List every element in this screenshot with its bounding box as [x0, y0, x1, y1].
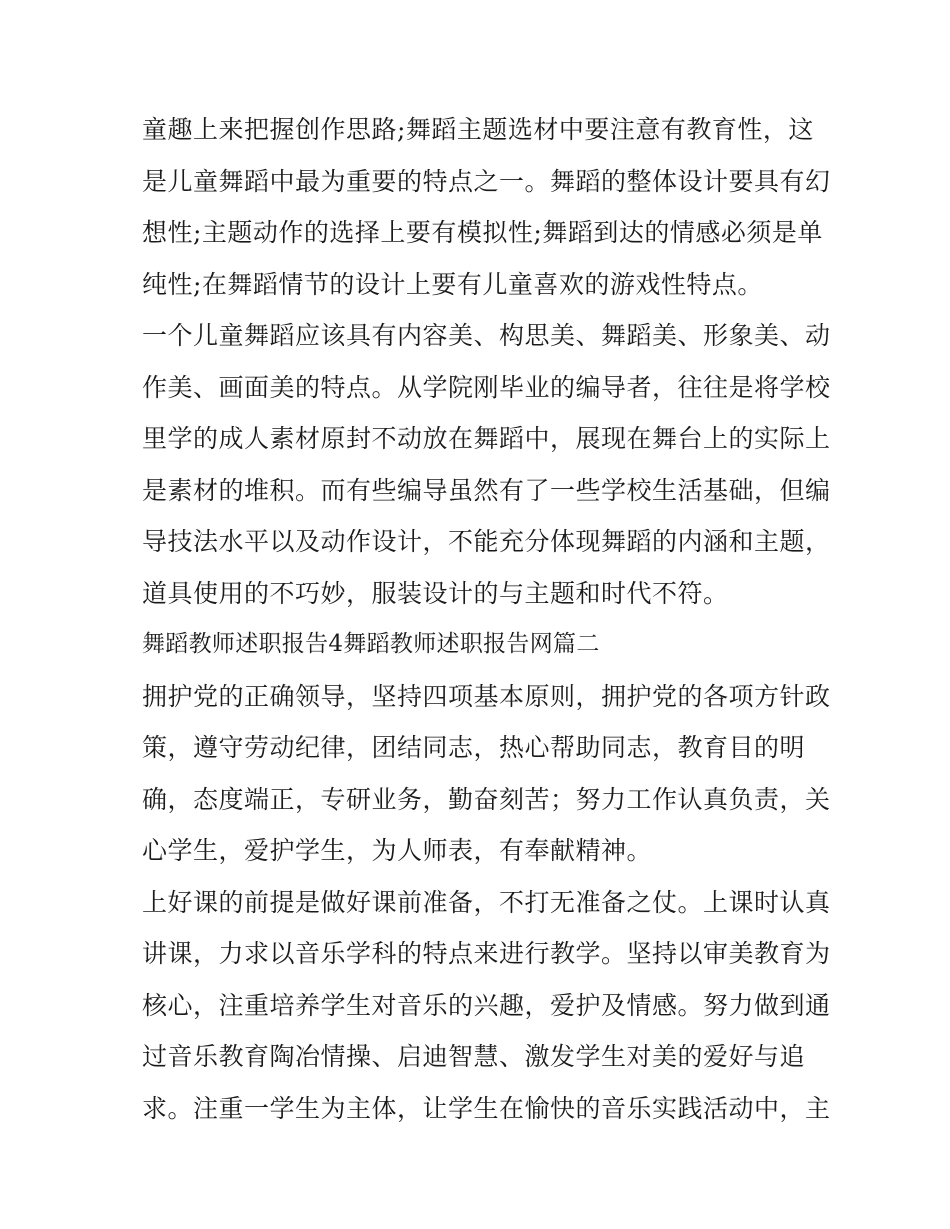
text-line: 导技法水平以及动作设计，不能充分体现舞蹈的内涵和主题， [142, 527, 831, 556]
text-line: 求。注重一学生为主体，让学生在愉快的音乐实践活动中，主 [142, 1093, 831, 1123]
text-line: 想性;主题动作的选择上要有模拟性;舞蹈到达的情感必须是单 [142, 218, 823, 247]
text-line: 确，态度端正，专研业务，勤奋刻苦；努力工作认真负责，关 [142, 784, 831, 814]
text-line: 是儿童舞蹈中最为重要的特点之一。舞蹈的整体设计要具有幻 [142, 166, 831, 196]
text-line: 核心，注重培养学生对音乐的兴趣，爱护及情感。努力做到通 [142, 990, 831, 1020]
text-line: 上好课的前提是做好课前准备，不打无准备之仗。上课时认真 [142, 887, 831, 917]
text-line: 作美、画面美的特点。从学院刚毕业的编导者，往往是将学校 [142, 372, 831, 402]
text-line: 拥护党的正确领导，坚持四项基本原则，拥护党的各项方针政 [142, 681, 831, 711]
text-line: 童趣上来把握创作思路;舞蹈主题选材中要注意有教育性，这 [142, 115, 814, 144]
section-heading: 舞蹈教师述职报告4舞蹈教师述职报告网篇二 [142, 631, 600, 657]
text-line: 一个儿童舞蹈应该具有内容美、构思美、舞蹈美、形象美、动 [142, 321, 831, 350]
text-line: 过音乐教育陶冶情操、启迪智慧、激发学生对美的爱好与追 [142, 1042, 806, 1071]
text-line: 是素材的堆积。而有些编导虽然有了一些学校生活基础，但编 [142, 475, 831, 505]
text-line: 里学的成人素材原封不动放在舞蹈中，展现在舞台上的实际上 [142, 424, 831, 453]
document-page [142, 104, 831, 1134]
text-line: 心学生，爱护学生，为人师表，有奉献精神。 [142, 836, 653, 865]
text-line: 策，遵守劳动纪律，团结同志，热心帮助同志，教育目的明 [142, 733, 806, 762]
text-line: 道具使用的不巧妙，服装设计的与主题和时代不符。 [142, 578, 729, 608]
text-line: 纯性;在舞蹈情节的设计上要有儿童喜欢的游戏性特点。 [142, 269, 763, 299]
text-line: 讲课，力求以音乐学科的特点来进行教学。坚持以审美教育为 [142, 939, 831, 968]
